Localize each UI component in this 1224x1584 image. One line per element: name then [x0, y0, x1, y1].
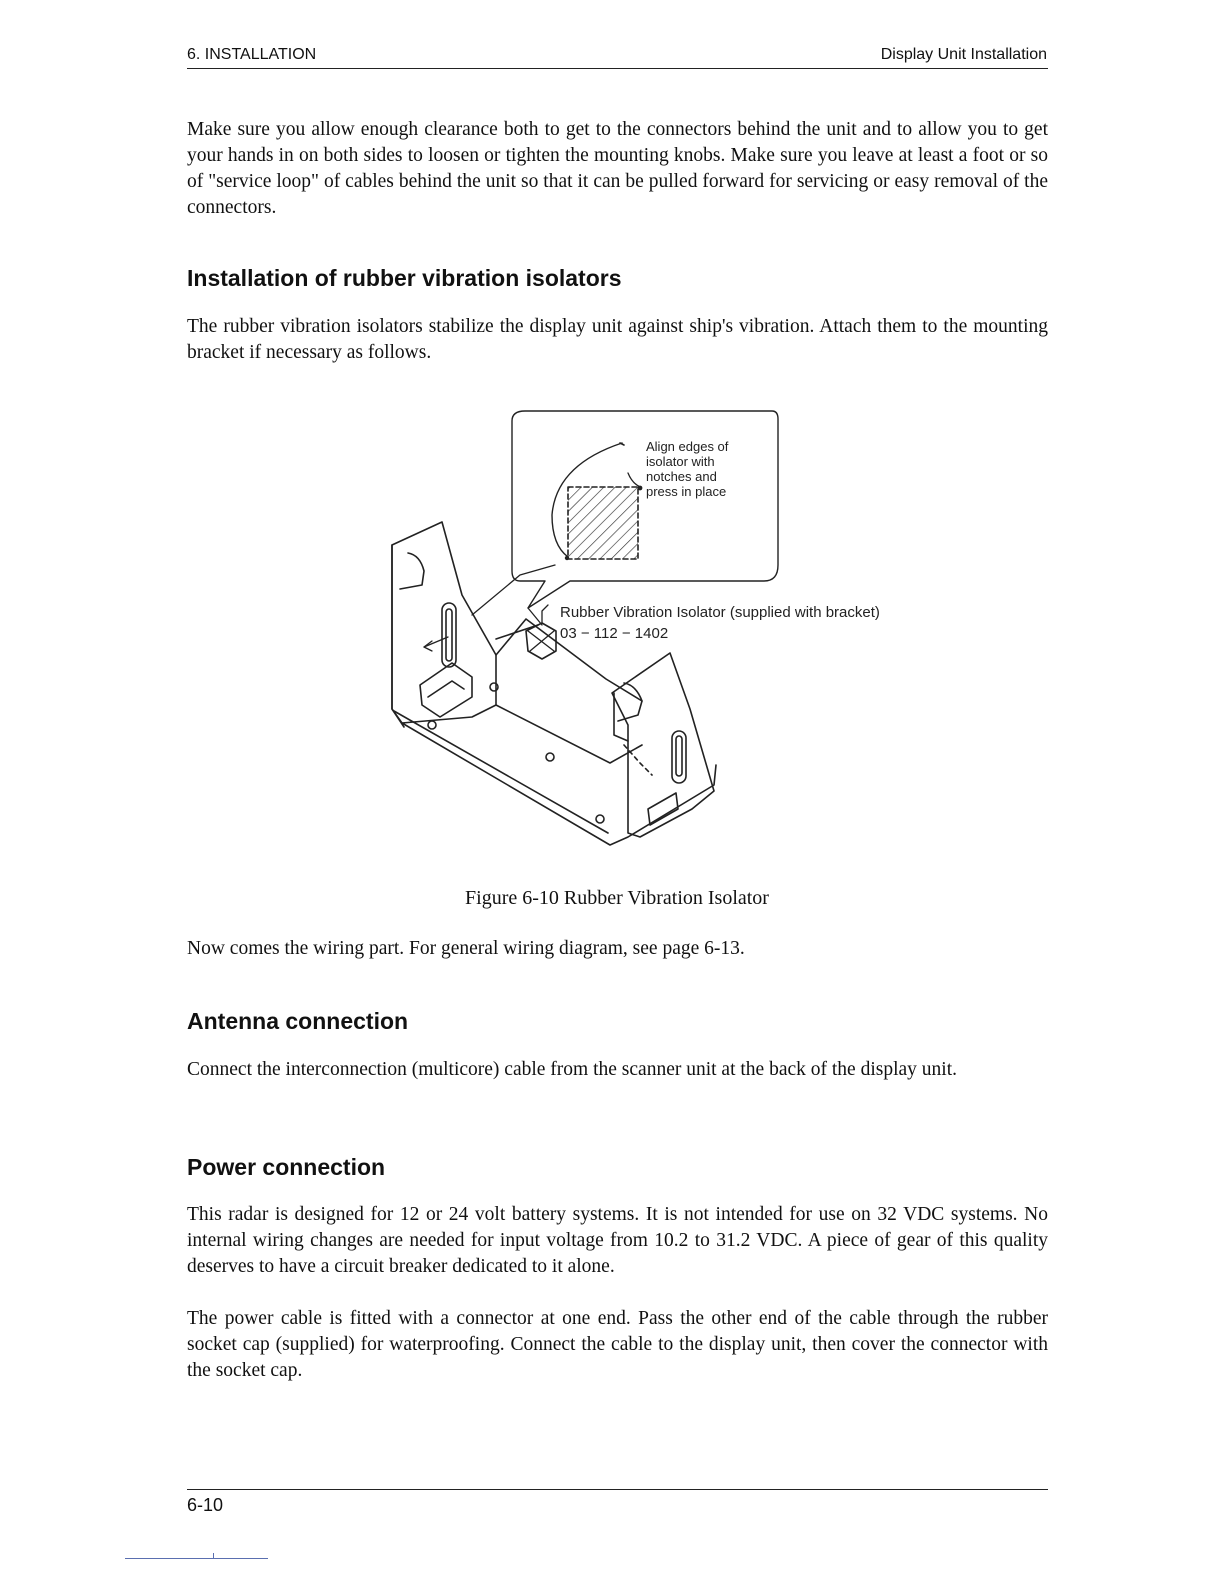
- part-label: Rubber Vibration Isolator (supplied with bracket): [560, 604, 880, 621]
- page-number: 6-10: [187, 1495, 224, 1515]
- power-heading: Power connection: [187, 1154, 386, 1180]
- footer-rule: [187, 1489, 1048, 1490]
- inset-isolator: [568, 487, 638, 559]
- isolators-paragraph: The rubber vibration isolators stabilize the display unit against ship's vibration. Attach them to the mounting bracket if necessary as follows.: [187, 316, 1048, 363]
- part-number: 03 − 112 − 1402: [560, 625, 669, 642]
- power-paragraph-2: The power cable is fitted with a connector at one end. Pass the other end of the cable through the rubber socket cap (supplied) for waterproofing. Connect the cable to the display unit, then cover the connector with the socket cap.: [187, 1308, 1048, 1381]
- inset-text-line2: isolator with: [646, 454, 715, 469]
- scan-mark: [125, 1558, 268, 1559]
- inset-box: [512, 411, 778, 608]
- bracket-base: [402, 723, 716, 845]
- wiring-note: Now comes the wiring part. For general wiring diagram, see page 6-13.: [187, 938, 745, 959]
- scan-tick: [213, 1553, 214, 1559]
- rubber-isolator-figure: [380, 405, 950, 875]
- header-section: 6. INSTALLATION: [187, 46, 317, 63]
- inset-text-line3: notches and: [646, 469, 717, 484]
- intro-paragraph: Make sure you allow enough clearance both to get to the connectors behind the unit and to allow you to get your hands in on both sides to loosen or tighten the mounting knobs. Make sure you leave at least a foot or so of "service loop" of cables behind the unit so that it can be pulled forward for servicing or easy removal of the connectors.: [187, 119, 1048, 218]
- power-paragraph-1: This radar is designed for 12 or 24 volt battery systems. It is not intended for use on 32 VDC systems. No internal wiring changes are needed for input voltage from 10.2 to 31.2 VDC. A piece of gear of this quality deserves to have a circuit breaker dedicated to it alone.: [187, 1204, 1048, 1277]
- figure-caption: Figure 6-10 Rubber Vibration Isolator: [465, 887, 769, 909]
- antenna-heading: Antenna connection: [187, 1008, 409, 1034]
- inset-text-line4: press in place: [646, 484, 727, 499]
- inset-text-line1: Align edges of: [646, 439, 729, 454]
- header-topic: Display Unit Installation: [880, 46, 1047, 63]
- bracket-right-plate: [612, 653, 714, 837]
- antenna-paragraph: Connect the interconnection (multicore) cable from the scanner unit at the back of the display unit.: [187, 1059, 957, 1080]
- isolators-heading: Installation of rubber vibration isolators: [187, 265, 622, 291]
- bracket-left-plate: [392, 522, 496, 723]
- header-rule: [187, 68, 1048, 69]
